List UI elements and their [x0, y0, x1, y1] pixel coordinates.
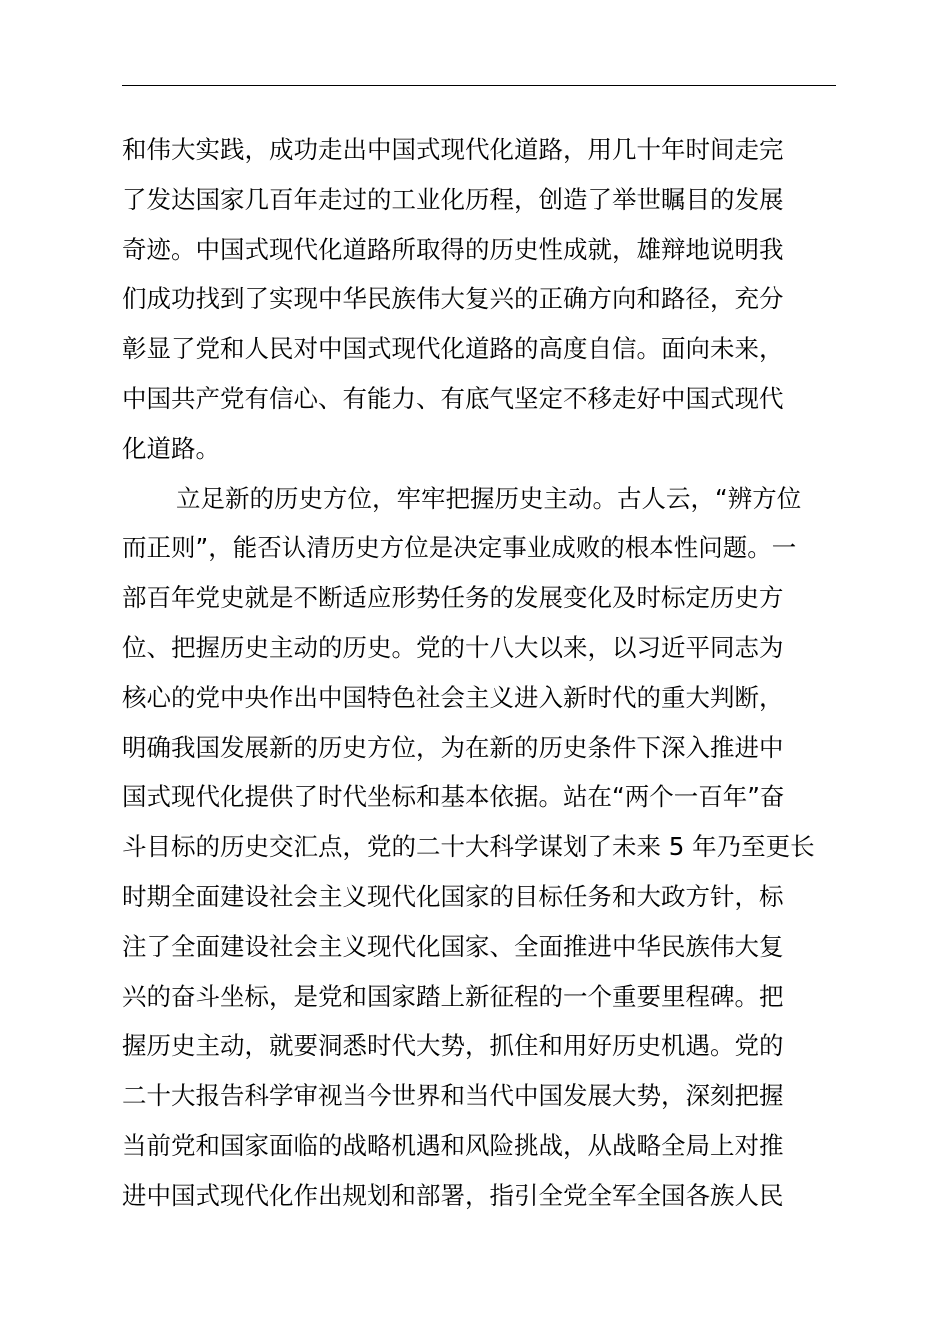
text-line: 化道路。: [122, 433, 220, 463]
text-line: 彰显了党和人民对中国式现代化道路的高度自信。面向未来，: [122, 334, 784, 364]
text-line: 奇迹。中国式现代化道路所取得的历史性成就，雄辩地说明我: [122, 234, 784, 264]
header-rule: [122, 85, 836, 86]
text-line: 位、把握历史主动的历史。党的十八大以来，以习近平同志为: [122, 632, 784, 662]
text-line: 立足新的历史方位，牢牢把握历史主动。古人云，“辨方位: [176, 483, 802, 513]
text-line: 明确我国发展新的历史方位，为在新的历史条件下深入推进中: [122, 732, 784, 762]
text-line: 二十大报告科学审视当今世界和当代中国发展大势，深刻把握: [122, 1081, 784, 1111]
text-line: 进中国式现代化作出规划和部署，指引全党全军全国各族人民: [122, 1180, 784, 1210]
paragraph-2: [122, 479, 836, 1226]
text-line: 核心的党中央作出中国特色社会主义进入新时代的重大判断，: [122, 682, 784, 712]
text-line: 当前党和国家面临的战略机遇和风险挑战，从战略全局上对推: [122, 1130, 784, 1160]
text-line: 注了全面建设社会主义现代化国家、全面推进中华民族伟大复: [122, 931, 784, 961]
paragraph-1: [122, 130, 836, 479]
text-line: 了发达国家几百年走过的工业化历程，创造了举世瞩目的发展: [122, 184, 784, 214]
text-line: 兴的奋斗坐标，是党和国家踏上新征程的一个重要里程碑。把: [122, 981, 784, 1011]
text-line: 部百年党史就是不断适应形势任务的发展变化及时标定历史方: [122, 583, 784, 613]
text-line: 们成功找到了实现中华民族伟大复兴的正确方向和路径，充分: [122, 284, 784, 314]
text-line: 时期全面建设社会主义现代化国家的目标任务和大政方针，标: [122, 881, 784, 911]
document-body: [122, 130, 836, 1226]
text-line: 而正则”，能否认清历史方位是决定事业成败的根本性问题。一: [122, 533, 797, 563]
text-line: 中国共产党有信心、有能力、有底气坚定不移走好中国式现代: [122, 383, 784, 413]
text-line: 斗目标的历史交汇点，党的二十大科学谋划了未来 5 年乃至更长: [122, 832, 815, 862]
text-line: 和伟大实践，成功走出中国式现代化道路，用几十年时间走完: [122, 135, 784, 164]
text-line: 握历史主动，就要洞悉时代大势，抓住和用好历史机遇。党的: [122, 1031, 784, 1061]
text-line: 国式现代化提供了时代坐标和基本依据。站在“两个一百年”奋: [122, 782, 785, 812]
